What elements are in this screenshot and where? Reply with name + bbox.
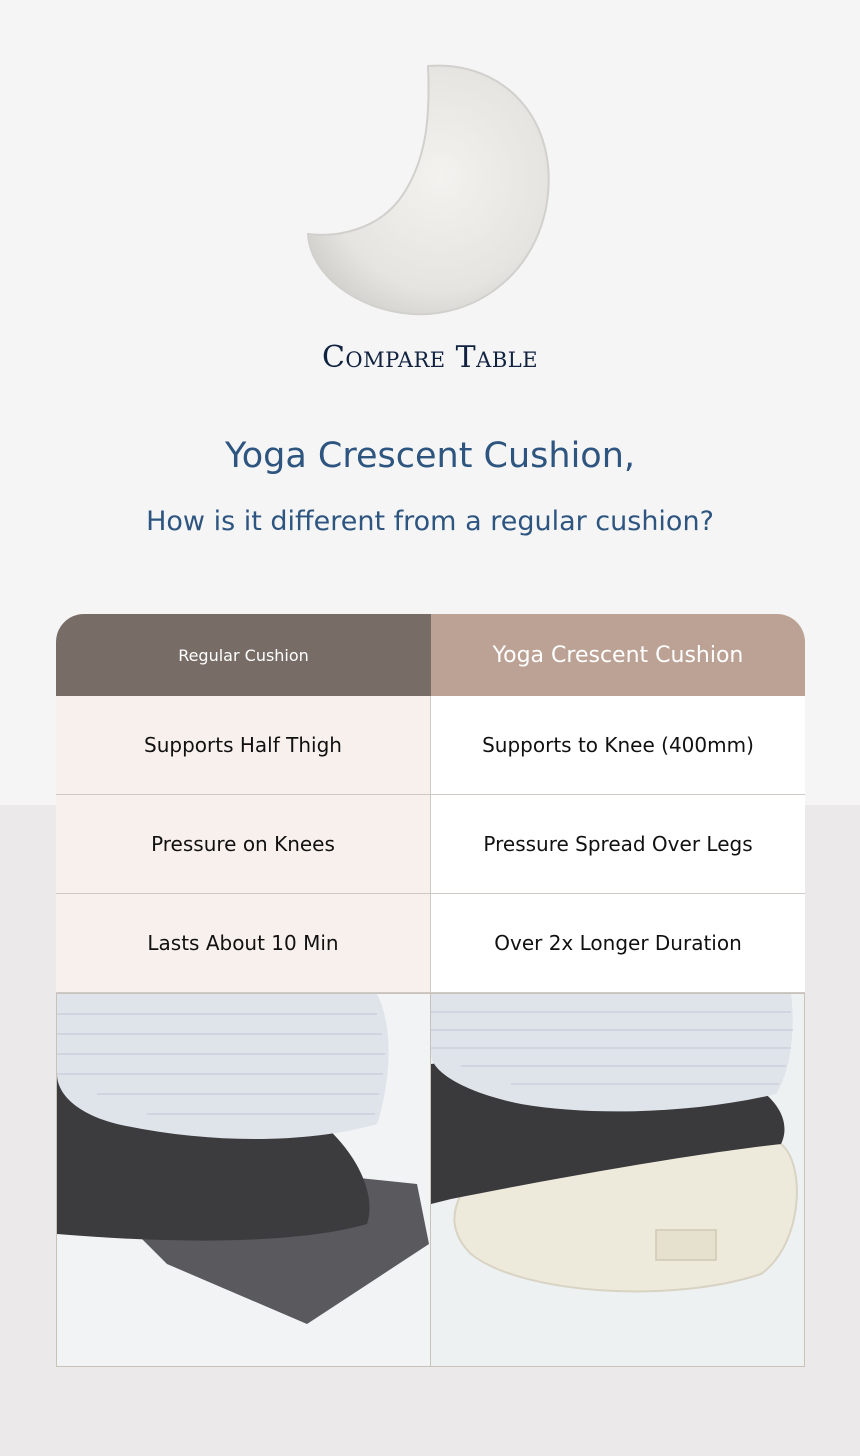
crescent-cushion-image — [300, 62, 556, 320]
crescent-cell: Over 2x Longer Duration — [431, 894, 805, 992]
page-title: Compare Table — [321, 340, 539, 375]
regular-cell: Pressure on Knees — [56, 795, 431, 893]
table-row — [56, 696, 805, 795]
crescent-cell: Pressure Spread Over Legs — [431, 795, 805, 893]
regular-cell: Lasts About 10 Min — [56, 894, 431, 992]
column-header-crescent: Yoga Crescent Cushion — [431, 614, 805, 696]
regular-cell: Supports Half Thigh — [56, 696, 431, 794]
table-row — [56, 894, 805, 993]
compare-table — [56, 614, 805, 1367]
product-subtitle: Yoga Crescent Cushion, — [224, 436, 636, 476]
person-on-crescent-cushion-photo — [431, 993, 805, 1367]
crescent-cell: Supports to Knee (400mm) — [431, 696, 805, 794]
table-header-row — [56, 614, 805, 696]
photo-row — [56, 993, 805, 1367]
table-row — [56, 795, 805, 894]
person-on-flat-cushion-photo — [56, 993, 431, 1367]
column-header-regular: Regular Cushion — [56, 614, 431, 696]
comparison-question: How is it different from a regular cushion? — [146, 506, 714, 537]
